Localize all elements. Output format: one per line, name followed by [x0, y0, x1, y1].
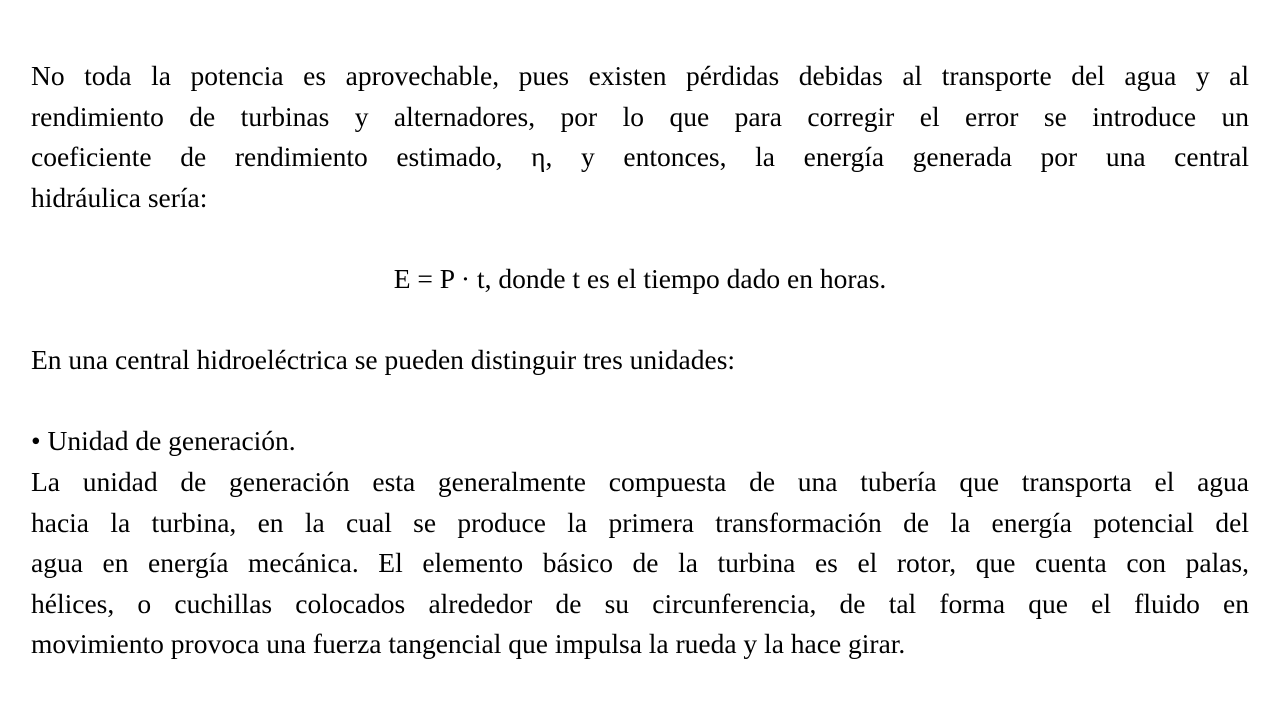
spacer [31, 300, 1249, 341]
text-line: hidráulica sería: [31, 181, 208, 213]
bullet-generation-unit: • Unidad de generación. [31, 425, 296, 457]
text-line: No toda la potencia es aprovechable, pues existen pérdidas debidas al transporte del agua y al [31, 60, 1249, 91]
paragraph-losses [31, 56, 1249, 218]
units-intro: En una central hidroeléctrica se pueden distinguir tres unidades: [31, 344, 736, 376]
text-line: rendimiento de turbinas y alternadores, por lo que para corregir el error se introduce un [31, 100, 1249, 132]
text-line: La unidad de generación esta generalmente compuesta de una tubería que transporta el agua [31, 465, 1249, 497]
text-line: agua en energía mecánica. El elemento básico de la turbina es el rotor, que cuenta con palas, [31, 547, 1249, 579]
text-line: movimiento provoca una fuerza tangencial que impulsa la rueda y la hace girar. [31, 628, 906, 660]
document-page [31, 56, 1249, 665]
text-line: hacia la turbina, en la cual se produce la primera transformación de la energía potencial del [31, 506, 1249, 538]
energy-formula: E = P · t, donde t es el tiempo dado en horas. [393, 262, 887, 294]
text-line: coeficiente de rendimiento estimado, η, y entonces, la energía generada por una central [31, 141, 1249, 173]
paragraph-generation-unit [31, 462, 1249, 665]
text-line: hélices, o cuchillas colocados alrededor de su circunferencia, de tal forma que el fluido en [31, 587, 1249, 619]
spacer [31, 381, 1249, 422]
spacer [31, 218, 1249, 259]
